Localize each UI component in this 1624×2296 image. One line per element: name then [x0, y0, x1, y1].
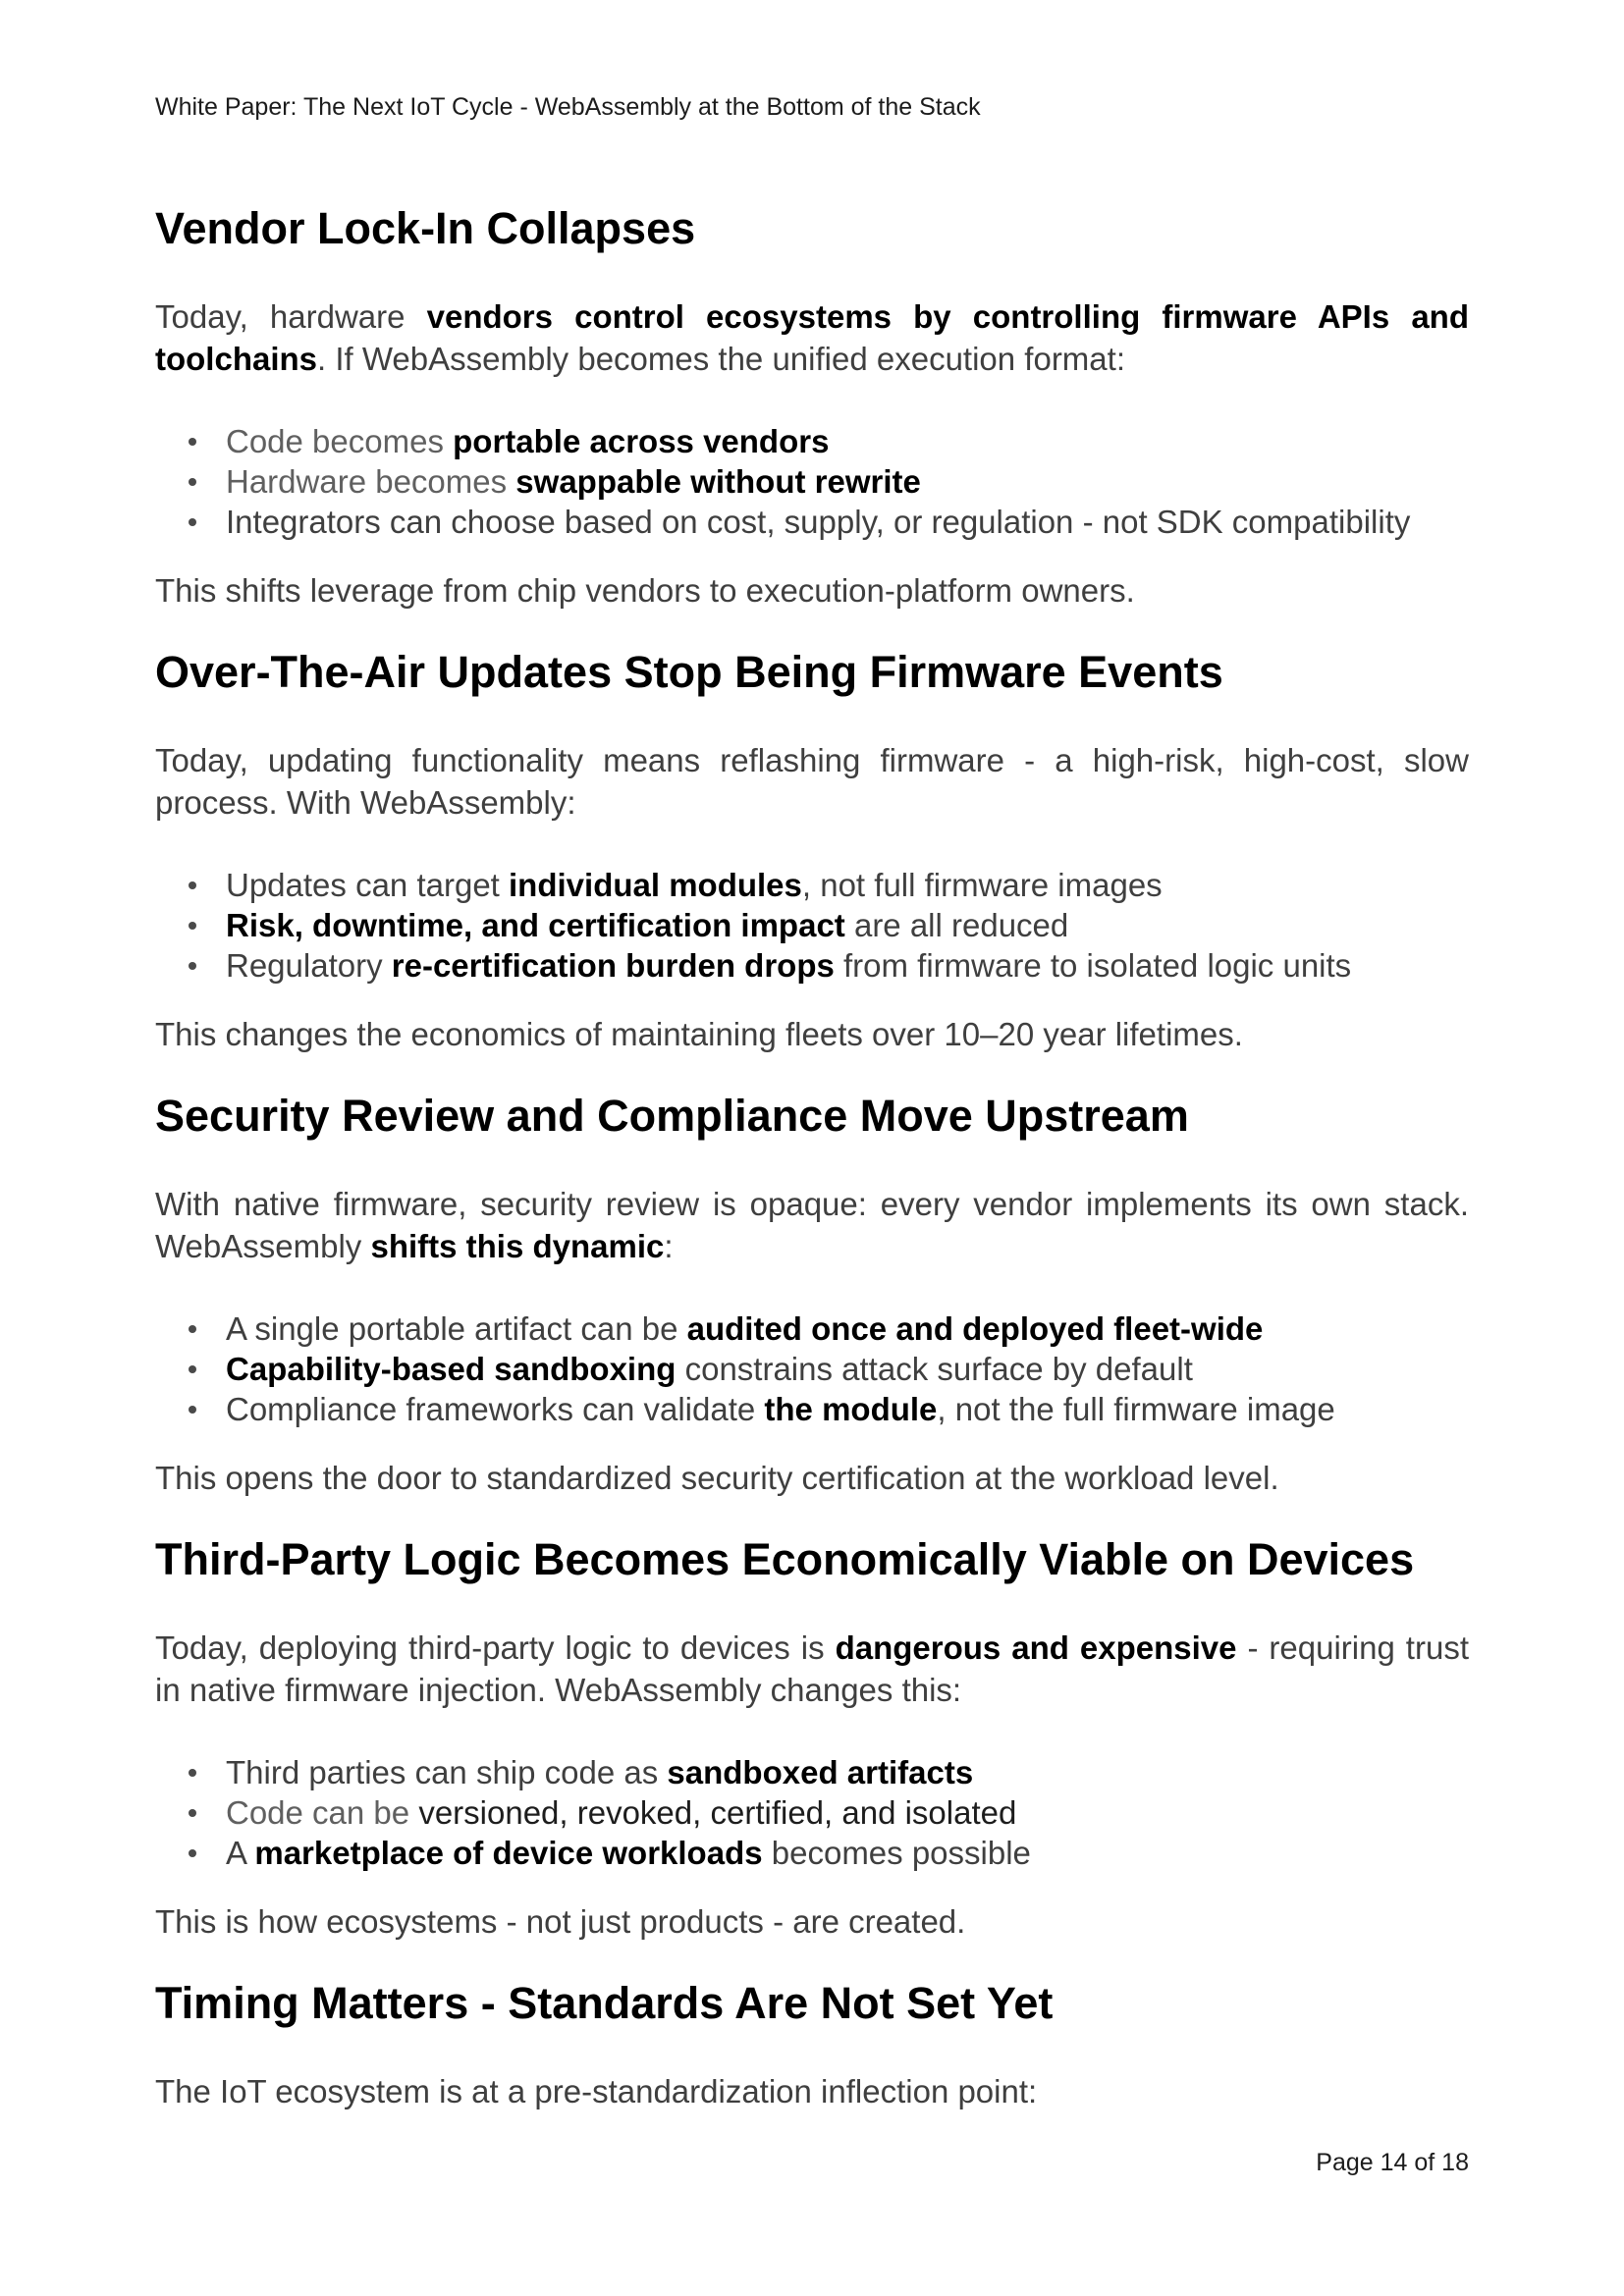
text-segment: . If WebAssembly becomes the unified execution format: [317, 341, 1125, 377]
text-segment: swappable without rewrite [515, 463, 921, 500]
text-segment: - requiring trust in native firmware injection. WebAssembly changes this: [155, 1629, 1469, 1708]
bullet-item [189, 1389, 1469, 1429]
bullet-icon [189, 1809, 196, 1817]
text-segment: With native firmware, security review is opaque: every vendor implements its own stack. WebAssembly [155, 1186, 1469, 1264]
text-segment: Code becomes [226, 423, 454, 459]
bullet-item [189, 905, 1469, 945]
bullet-icon [189, 1365, 196, 1373]
bullet-icon [189, 1769, 196, 1777]
text-segment: re-certification burden drops [391, 947, 835, 984]
closing-paragraph [155, 1013, 1469, 1055]
bullet-icon [189, 881, 196, 889]
text-segment: audited once and deployed fleet-wide [686, 1310, 1264, 1347]
text-segment: , not the full firmware image [937, 1391, 1335, 1427]
text-segment: individual modules [509, 867, 802, 903]
bullet-icon [189, 922, 196, 930]
text-segment: Updates can target [226, 867, 510, 903]
text-segment: Today, hardware [155, 298, 427, 335]
bullet-list [155, 1308, 1469, 1429]
bullet-item [189, 1308, 1469, 1349]
section-heading: Third-Party Logic Becomes Economically Viable on Devices [155, 1534, 1415, 1584]
text-segment: Hardware becomes [226, 463, 516, 500]
running-header: White Paper: The Next IoT Cycle - WebAssembly at the Bottom of the Stack [155, 93, 981, 121]
text-segment: constrains attack surface by default [676, 1351, 1193, 1387]
text-segment: are all reduced [844, 907, 1069, 943]
text-segment: , not full firmware images [801, 867, 1163, 903]
text-segment: becomes possible [762, 1835, 1031, 1871]
text-segment: portable across vendors [453, 423, 830, 459]
intro-paragraph [155, 2070, 1469, 2112]
bullet-item [189, 865, 1469, 905]
text-segment: Today, deploying third-party logic to devices is [155, 1629, 836, 1666]
intro-paragraph [155, 1627, 1469, 1711]
page-number: Page 14 of 18 [1316, 2149, 1469, 2176]
bullet-item [189, 461, 1469, 502]
section-heading: Over-The-Air Updates Stop Being Firmware Events [155, 647, 1223, 697]
section [155, 201, 1469, 612]
text-segment: vendors control ecosystems by controlling firmware APIs and toolchains [155, 298, 1469, 377]
text-segment: sandboxed artifacts [667, 1754, 974, 1790]
text-segment: Capability-based sandboxing [226, 1351, 677, 1387]
text-segment: Risk, downtime, and certification impact [226, 907, 845, 943]
text-segment: Code can be [226, 1794, 419, 1831]
section-heading: Timing Matters - Standards Are Not Set Yet [155, 1978, 1054, 2028]
bullet-item [189, 1792, 1469, 1833]
text-segment: from firmware to isolated logic units [834, 947, 1352, 984]
intro-paragraph [155, 295, 1469, 380]
text-segment: the module [764, 1391, 938, 1427]
text-segment: Third parties can ship code as [226, 1754, 668, 1790]
closing-paragraph [155, 1457, 1469, 1499]
text-segment: This changes the economics of maintaining fleets over 10–20 year lifetimes. [155, 1016, 1243, 1052]
text-segment: Compliance frameworks can validate [226, 1391, 765, 1427]
intro-paragraph [155, 739, 1469, 824]
document-body [155, 201, 1469, 2154]
section [155, 1976, 1469, 2112]
text-segment: Today, updating functionality means reflashing firmware - a high-risk, high-cost, slow process. With WebAssembly: [155, 742, 1469, 821]
closing-paragraph [155, 569, 1469, 612]
bullet-list [155, 1752, 1469, 1873]
text-segment: This opens the door to standardized security certification at the workload level. [155, 1460, 1279, 1496]
section [155, 1532, 1469, 1943]
bullet-list [155, 421, 1469, 542]
section-heading: Vendor Lock-In Collapses [155, 203, 696, 253]
text-segment: marketplace of device workloads [254, 1835, 763, 1871]
text-segment: Integrators can choose based on cost, supply, or regulation - not SDK compatibility [226, 504, 1411, 540]
text-segment: Regulatory [226, 947, 392, 984]
section-heading: Security Review and Compliance Move Upstream [155, 1091, 1189, 1141]
text-segment: versioned, revoked, certified, and isolated [418, 1794, 1017, 1831]
text-segment: This shifts leverage from chip vendors to execution-platform owners. [155, 572, 1135, 609]
text-segment: The IoT ecosystem is at a pre-standardization inflection point: [155, 2073, 1038, 2109]
bullet-item [189, 945, 1469, 986]
bullet-icon [189, 1325, 196, 1333]
bullet-icon [189, 1406, 196, 1414]
bullet-icon [189, 518, 196, 526]
bullet-item [189, 502, 1469, 542]
closing-paragraph [155, 1900, 1469, 1943]
text-segment: shifts this dynamic [370, 1228, 665, 1264]
bullet-icon [189, 1849, 196, 1857]
bullet-icon [189, 438, 196, 446]
text-segment: dangerous and expensive [835, 1629, 1237, 1666]
text-segment: A single portable artifact can be [226, 1310, 687, 1347]
section [155, 645, 1469, 1055]
intro-paragraph [155, 1183, 1469, 1267]
bullet-item [189, 1833, 1469, 1873]
text-segment: This is how ecosystems - not just products - are created. [155, 1903, 966, 1940]
text-segment: : [664, 1228, 674, 1264]
bullet-item [189, 1349, 1469, 1389]
bullet-list [155, 865, 1469, 986]
text-segment: A [226, 1835, 255, 1871]
bullet-item [189, 1752, 1469, 1792]
bullet-item [189, 421, 1469, 461]
bullet-icon [189, 962, 196, 970]
bullet-icon [189, 478, 196, 486]
section [155, 1089, 1469, 1499]
